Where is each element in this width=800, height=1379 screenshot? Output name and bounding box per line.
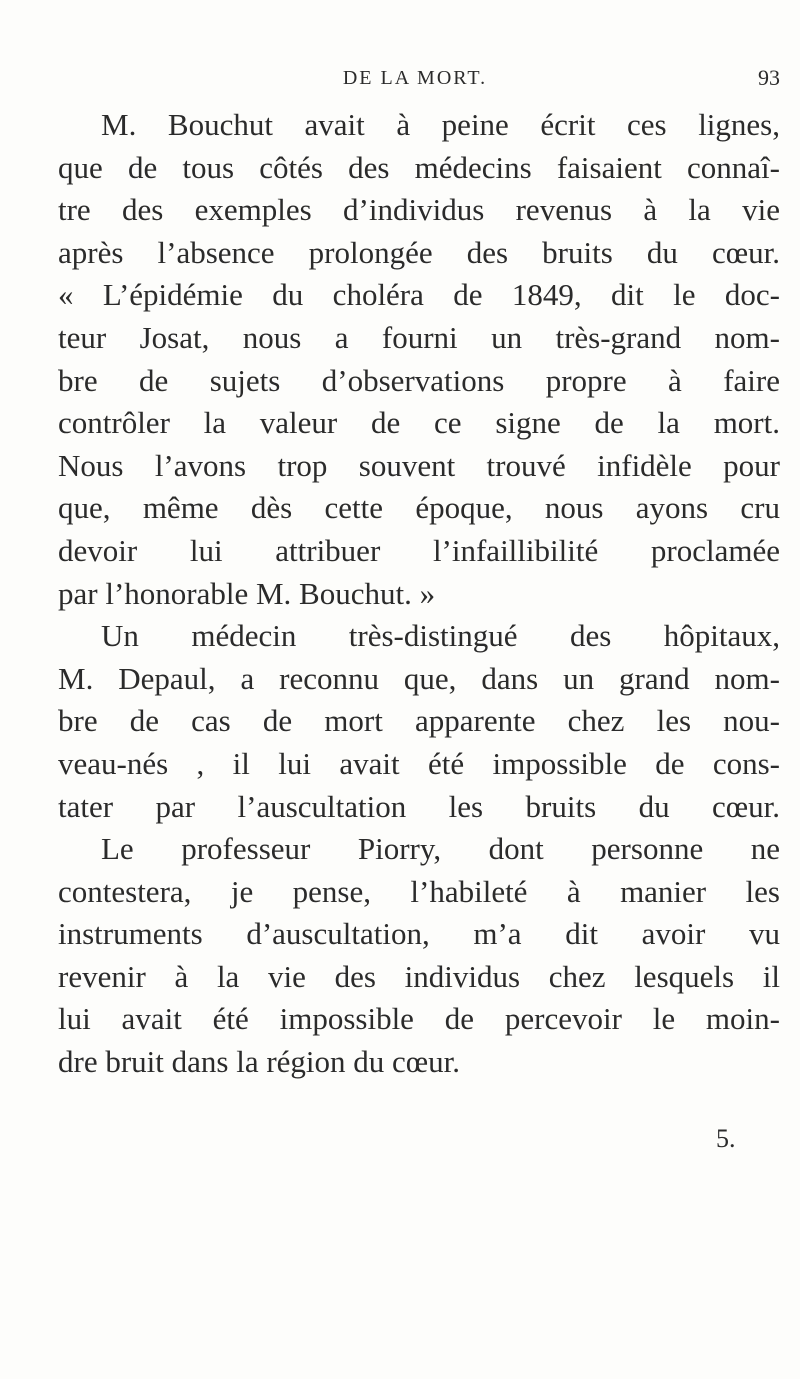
text-line: lui avait été impossible de percevoir le moin- (58, 1001, 780, 1037)
text-line: tre des exemples d’individus revenus à la vie (58, 192, 780, 228)
text-line: contestera, je pense, l’habileté à manier les (58, 873, 780, 909)
body-text (58, 104, 780, 1084)
text-line: M. Bouchut avait à peine écrit ces lignes, (101, 107, 780, 142)
text-line: après l’absence prolongée des bruits du cœur. (58, 234, 780, 270)
text-line: que, même dès cette époque, nous ayons cru (58, 490, 780, 526)
running-title: DE LA MORT. (342, 67, 488, 89)
text-line: revenir à la vie des individus chez lesquels il (58, 958, 780, 994)
text-line: instruments d’auscultation, m’a dit avoir vu (58, 916, 780, 952)
text-line: bre de cas de mort apparente chez les nou- (58, 703, 780, 739)
signature-mark: 5. (716, 1124, 736, 1153)
text-line: bre de sujets d’observations propre à faire (58, 362, 780, 398)
text-line: M. Depaul, a reconnu que, dans un grand nom- (58, 660, 780, 696)
text-line: que de tous côtés des médecins faisaient connaî- (58, 149, 780, 185)
text-line: tater par l’auscultation les bruits du cœur. (58, 788, 780, 824)
text-line: Un médecin très-distingué des hôpitaux, (101, 618, 780, 654)
text-line: Nous l’avons trop souvent trouvé infidèle pour (58, 447, 780, 483)
text-line: devoir lui attribuer l’infaillibilité proclamée (58, 532, 780, 568)
text-line: contrôler la valeur de ce signe de la mort. (58, 405, 780, 441)
text-line: Le professeur Piorry, dont personne ne (101, 831, 780, 867)
text-line: dre bruit dans la région du cœur. (58, 1044, 461, 1080)
text-line: par l’honorable M. Bouchut. » (58, 575, 436, 611)
text-line: veau-nés , il lui avait été impossible de cons- (58, 745, 780, 781)
running-head (50, 64, 780, 92)
text-line: « L’épidémie du choléra de 1849, dit le doc- (58, 277, 780, 313)
page-number: 93 (758, 65, 780, 90)
text-line: teur Josat, nous a fourni un très-grand nom- (58, 319, 780, 355)
